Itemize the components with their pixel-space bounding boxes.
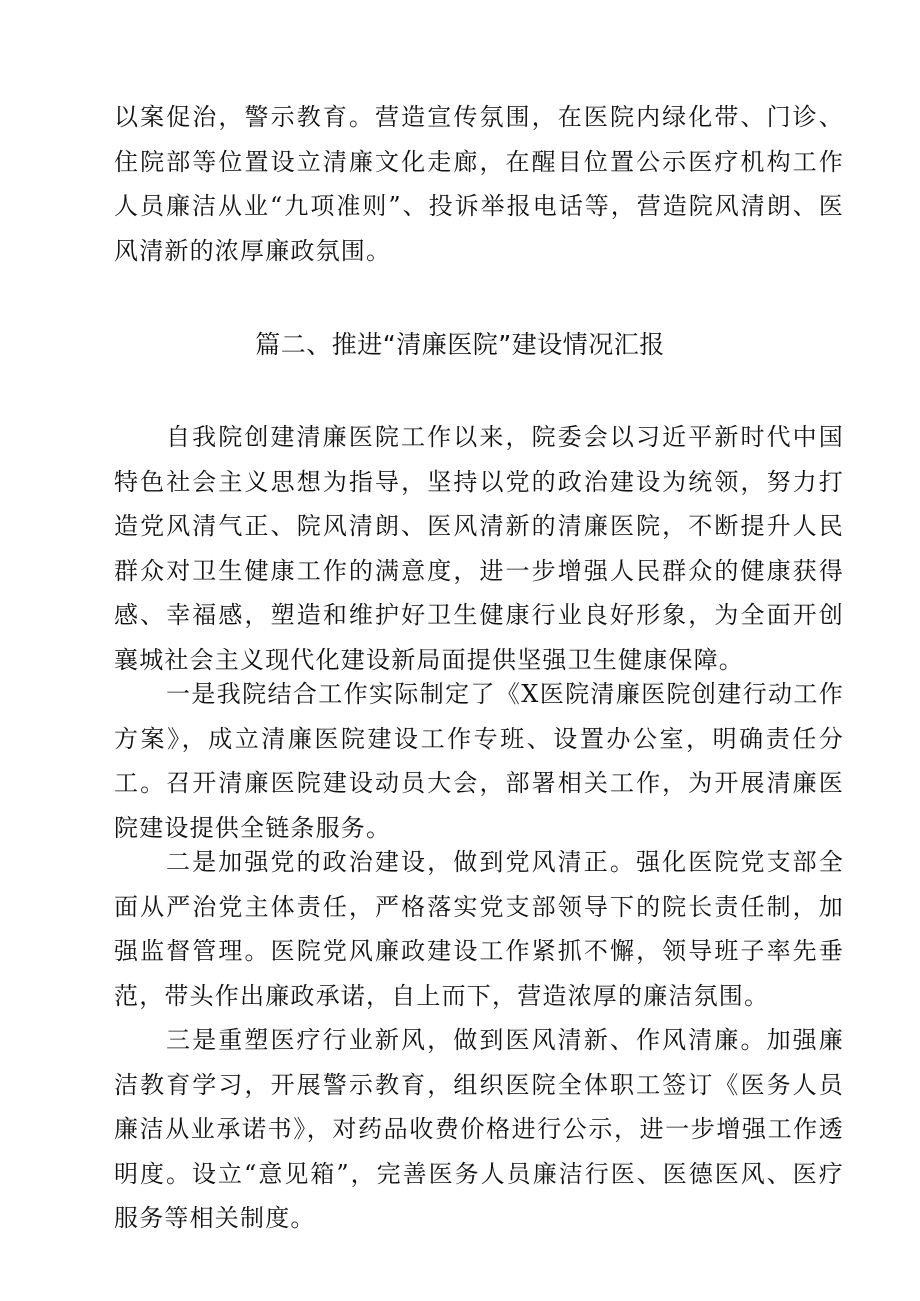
section-title: 篇二、推进“清廉医院”建设情况汇报 xyxy=(255,330,665,359)
paragraph-intro: 自我院创建清廉医院工作以来，院委会以习近平新时代中国特色社会主义思想为指导，坚持以党的政治建设为统领，努力打造党风清气正、院风清朗、医风清新的清廉医院，不断提升人民群众对卫生健康工作的满意度，进一步增强人民群众的健康获得感、幸福感，塑造和维护好卫生健康行业良好形象，为全面开创襄城社会主义现代化建设新局面提供坚强卫生健康保障。 xyxy=(114,423,844,674)
paragraph-continued: 以案促治，警示教育。营造宣传氛围，在医院内绿化带、门诊、住院部等位置设立清廉文化走廊，在醒目位置公示医疗机构工作人员廉洁从业“九项准则”、投诉举报电话等，营造院风清朗、医风清新的浓厚廉政氛围。 xyxy=(114,103,844,265)
paragraph-point-two: 二是加强党的政治建设，做到党风清正。强化医院党支部全面从严治党主体责任，严格落实党支部领导下的院长责任制，加强监督管理。医院党风廉政建设工作紧抓不懈，领导班子率先垂范，带头作出廉政承诺，自上而下，营造浓厚的廉洁氛围。 xyxy=(114,848,844,1010)
paragraph-point-one: 一是我院结合工作实际制定了《X医院清廉医院创建行动工作方案》，成立清廉医院建设工作专班、设置办公室，明确责任分工。召开清廉医院建设动员大会，部署相关工作，为开展清廉医院建设提供全链条服务。 xyxy=(114,680,844,842)
paragraph-point-three: 三是重塑医疗行业新风，做到医风清新、作风清廉。加强廉洁教育学习，开展警示教育，组织医院全体职工签订《医务人员廉洁从业承诺书》，对药品收费价格进行公示，进一步增强工作透明度。设立“意见箱”，完善医务人员廉洁行医、医德医风、医疗服务等相关制度。 xyxy=(114,1026,844,1232)
